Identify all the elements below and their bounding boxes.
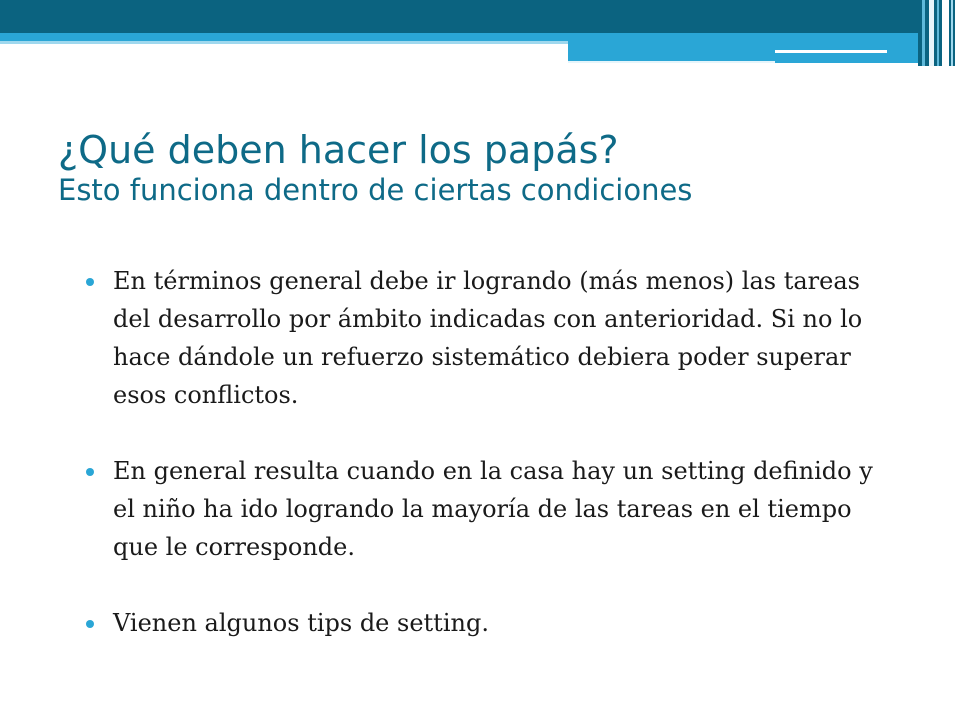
header-band-strip [0,41,568,44]
bullet-list [86,262,886,642]
header-band-light [0,33,960,41]
bullet-item [86,604,886,642]
bullet-dot-icon [86,468,94,476]
bullet-item [86,262,886,414]
bullet-text: En términos general debe ir logrando (más menos) las tareas del desarrollo por ámbito indicadas con anterioridad. Si no lo hace dándole un refuerzo sistemático debiera poder superar esos conflictos. [113,267,863,409]
header-band-right [568,41,960,63]
bullet-dot-icon [86,278,94,286]
bullet-dot-icon [86,620,94,628]
bullet-item [86,452,886,566]
bullet-text: En general resulta cuando en la casa hay un setting definido y el niño ha ido logrando la mayoría de las tareas en el tiempo que le corresponde. [113,457,873,561]
bullet-text: Vienen algunos tips de setting. [113,609,489,637]
header-vertical-stripes [918,0,960,66]
header-band-dark [0,0,960,33]
slide-subtitle: Esto funciona dentro de ciertas condiciones [58,173,693,207]
header-white-line [775,50,887,53]
slide-title: ¿Qué deben hacer los papás? [58,128,619,172]
title-block [58,128,918,208]
header-white-line-lower [568,61,775,63]
